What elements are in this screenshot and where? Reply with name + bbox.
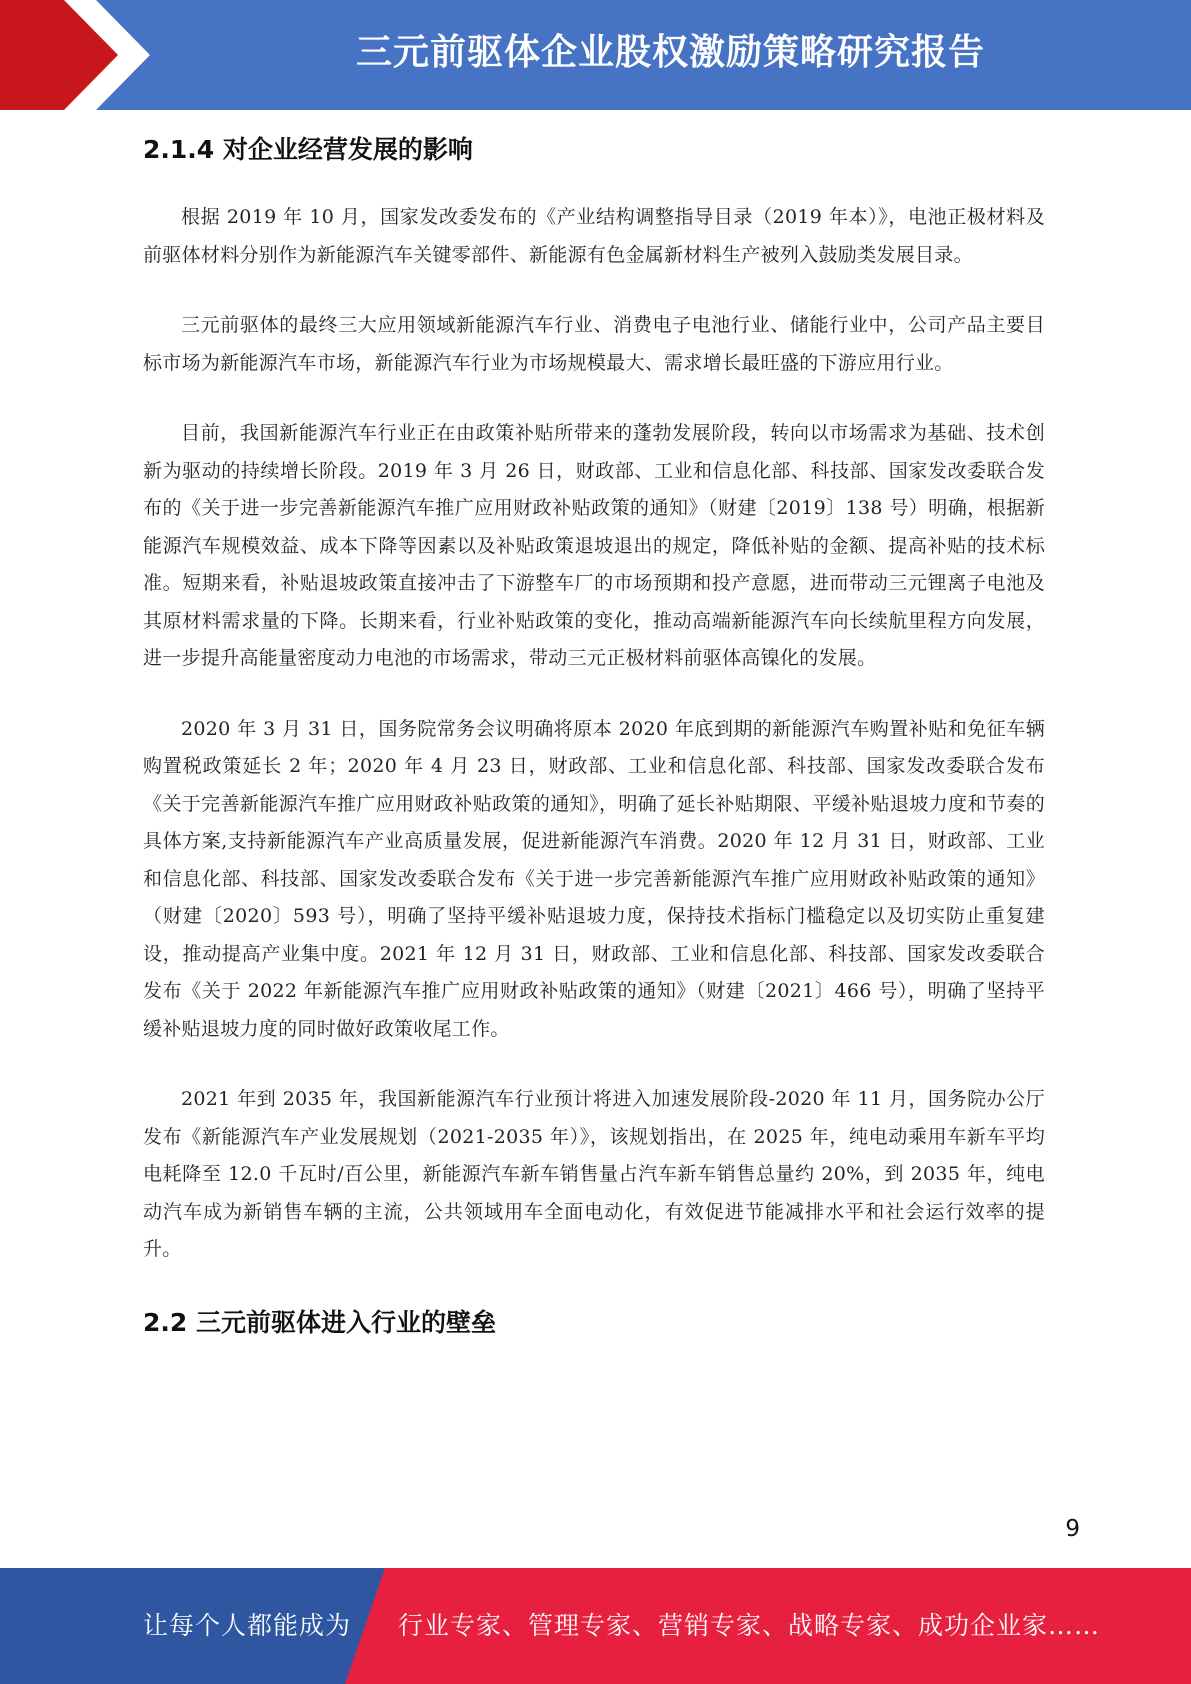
header-arrow-decoration	[0, 0, 160, 110]
paragraph-3: 目前，我国新能源汽车行业正在由政策补贴所带来的蓬勃发展阶段，转向以市场需求为基础、技术创新为驱动的持续增长阶段。2019 年 3 月 26 日，财政部、工业和信息化部、科技部、国家发改委联合发布的《关于进一步完善新能源汽车推广应用财政补贴政策的通知》（财建〔2019〕138 号）明确，根据新能源汽车规模效益、成本下降等因素以及补贴政策退坡退出的规定，降低补贴的金额、提高补贴的技术标准。短期来看，补贴退坡政策直接冲击了下游整车厂的市场预期和投产意愿，进而带动三元锂离子电池及其原材料需求量的下降。长期来看，行业补贴政策的变化，推动高端新能源汽车向长续航里程方向发展，进一步提升高能量密度动力电池的市场需求，带动三元正极材料前驱体高镍化的发展。	[143, 422, 1045, 669]
report-title: 三元前驱体企业股权激励策略研究报告	[355, 32, 985, 73]
page-number: 9	[1065, 1516, 1080, 1542]
footer-slogan-left: 让每个人都能成为	[143, 1611, 352, 1640]
section-heading: 2.1.4 对企业经营发展的影响	[143, 135, 473, 164]
footer-slogan-right: 行业专家、管理专家、营销专家、战略专家、成功企业家……	[398, 1611, 1101, 1640]
page-content	[143, 128, 1045, 1345]
paragraph-1: 根据 2019 年 10 月，国家发改委发布的《产业结构调整指导目录（2019 年本）》，电池正极材料及前驱体材料分别作为新能源汽车关键零部件、新能源有色金属新材料生产被列入鼓励类发展目录。	[143, 206, 1045, 266]
paragraph-2: 三元前驱体的最终三大应用领域新能源汽车行业、消费电子电池行业、储能行业中，公司产品主要目标市场为新能源汽车市场，新能源汽车行业为市场规模最大、需求增长最旺盛的下游应用行业。	[143, 314, 1045, 374]
paragraph-5: 2021 年到 2035 年，我国新能源汽车行业预计将进入加速发展阶段-2020 年 11 月，国务院办公厅发布《新能源汽车产业发展规划（2021-2035 年）》，该规划指出，在 2025 年，纯电动乘用车新车平均电耗降至 12.0 千瓦时/百公里，新能源汽车新车销售量占汽车新车销售总量约 20%，到 2035 年，纯电动汽车成为新销售车辆的主流，公共领域用车全面电动化，有效促进节能减排水平和社会运行效率的提升。	[143, 1088, 1045, 1260]
header-banner	[0, 0, 1191, 110]
next-section-heading: 2.2 三元前驱体进入行业的壁垒	[143, 1307, 496, 1337]
footer-banner	[0, 1568, 1191, 1684]
paragraph-4: 2020 年 3 月 31 日，国务院常务会议明确将原本 2020 年底到期的新能源汽车购置补贴和免征车辆购置税政策延长 2 年；2020 年 4 月 23 日，财政部、工业和信息化部、科技部、国家发改委联合发布《关于完善新能源汽车推广应用财政补贴政策的通知》，明确了延长补贴期限、平缓补贴退坡力度和节奏的具体方案,支持新能源汽车产业高质量发展，促进新能源汽车消费。2020 年 12 月 31 日，财政部、工业和信息化部、科技部、国家发改委联合发布《关于进一步完善新能源汽车推广应用财政补贴政策的通知》（财建〔2020〕593 号），明确了坚持平缓补贴退坡力度，保持技术指标门槛稳定以及切实防止重复建设，推动提高产业集中度。2021 年 12 月 31 日，财政部、工业和信息化部、科技部、国家发改委联合发布《关于 2022 年新能源汽车推广应用财政补贴政策的通知》（财建〔2021〕466 号），明确了坚持平缓补贴退坡力度的同时做好政策收尾工作。	[143, 717, 1045, 1040]
